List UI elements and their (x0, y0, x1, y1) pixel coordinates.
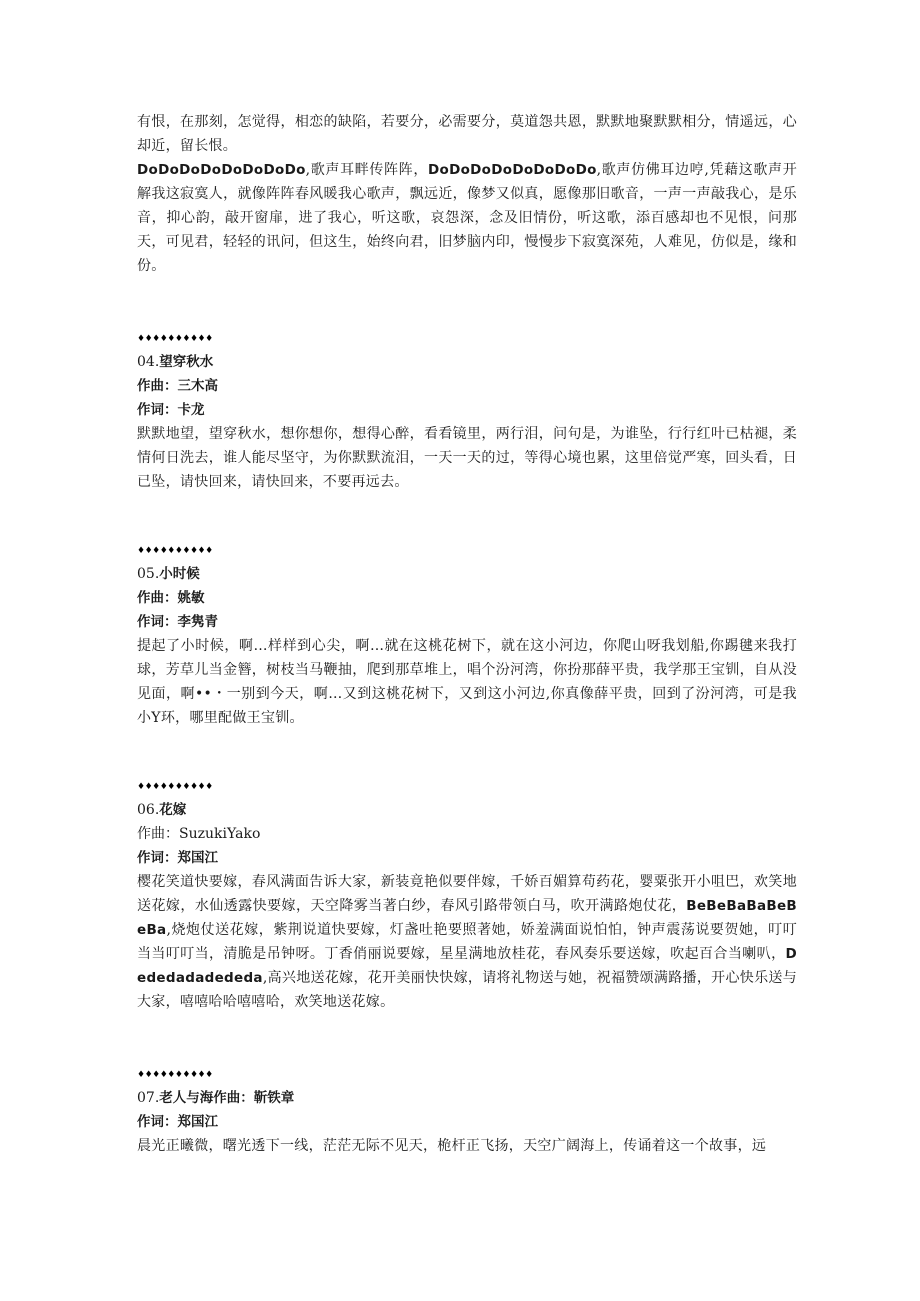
lyricist-name: 卡龙 (177, 402, 205, 418)
lyricist-label: 作词： (137, 402, 178, 418)
diamond-divider: ♦♦♦♦♦♦♦♦♦♦ (137, 334, 213, 344)
song-title-text: 小时候 (159, 566, 200, 582)
diamond-divider: ♦♦♦♦♦♦♦♦♦♦ (137, 782, 213, 792)
song-number: 07. (137, 1090, 160, 1106)
lyrics-paragraph: 晨光正曦微，曙光透下一线，茫茫无际不见天，桅杆正飞扬，天空广阔海上，传诵着这一个故事，远 (137, 1138, 767, 1154)
lyricist-name: 李隽青 (177, 614, 218, 630)
lyricist-name: 郑国江 (177, 1114, 218, 1130)
lyrics-paragraph: 默默地望，望穿秋水，想你想你，想得心醉，看看镜里，两行泪，问句是，为谁坠，行行红叶已枯褪，柔情何日洗去，谁人能尽坚守，为你默默流泪，一天一天的过，等得心境也累，这里倍觉严寒，回头看，日已坠，请快回来，请快回来，不要再远去。 (137, 426, 797, 490)
lyricist-label: 作词： (137, 1114, 178, 1130)
song-title-text: 花嫁 (159, 802, 187, 818)
diamond-divider: ♦♦♦♦♦♦♦♦♦♦ (137, 1070, 213, 1080)
lyrics-paragraph-intro (137, 110, 797, 158)
refrain-text: Dededadadededa (137, 946, 797, 986)
song-section-05 (137, 540, 797, 730)
song-title (137, 1086, 797, 1110)
lyricist-label: 作词： (137, 850, 178, 866)
lyrics-text: ,高兴地送花嫁，花开美丽快快嫁，请将礼物送与她，祝福赞颂满路播，开心快乐送与大家，嘻嘻哈哈嘻嘻哈，欢笑地送花嫁。 (137, 970, 797, 1010)
song-title-text: 老人与海作曲：靳铁章 (159, 1090, 295, 1106)
refrain-text: DoDoDoDoDoDoDoDo (137, 162, 306, 178)
composer-line (137, 374, 797, 398)
song-section-07 (137, 1064, 797, 1158)
song-section-04 (137, 328, 797, 494)
lyricist-label: 作词： (137, 614, 178, 630)
document-body (137, 110, 797, 1158)
song-section-06 (137, 776, 797, 1014)
lyrics-paragraph (137, 870, 797, 1014)
composer-label: 作曲： (137, 378, 178, 394)
composer-line (137, 822, 797, 846)
lyricist-line (137, 846, 797, 870)
lyricist-line (137, 1110, 797, 1134)
composer-label: 作曲： (137, 590, 178, 606)
song-title-text: 望穿秋水 (159, 354, 214, 370)
lyrics-text: ,歌声耳畔传阵阵， (305, 162, 428, 178)
lyricist-line (137, 398, 797, 422)
song-number: 04. (137, 354, 160, 370)
lyrics-text: ,歌声仿佛耳边哼,凭藉这歌声开解我这寂寞人，就像阵阵春风暖我心歌声，飘远近，像梦又似真，愿像那旧歌音，一声一声敲我心，是乐音，抑心韵，敲开窗扉，进了我心，听这歌，哀怨深，念及旧情份，听这歌，添百感却也不见恨，问那天，可见君，轻轻的讯问，但这生，始终向君，旧梦脑内印，慢慢步下寂寞深苑，人难见，仿似是，缘和份。 (137, 162, 798, 274)
lyricist-name: 郑国江 (177, 850, 218, 866)
composer-label: 作曲： (137, 826, 179, 842)
composer-name: SuzukiYako (179, 826, 261, 842)
lyrics-paragraph-intro-2 (137, 158, 797, 278)
song-number: 05. (137, 566, 160, 582)
lyrics-text: ,烧炮仗送花嫁，紫荆说道快要嫁，灯盏吐艳要照著她，娇羞满面说怕怕，钟声震荡说要贺她，叮叮当当叮叮当，清脆是吊钟呀。丁香俏丽说要嫁，星星满地放桂花，春风奏乐要送嫁，吹起百合当喇叭， (137, 922, 797, 962)
lyrics-text: 有恨，在那刻，怎觉得，相恋的缺陷，若要分，必需要分，莫道怨共恩，默默地聚默默相分，情遥远，心却近，留长恨。 (137, 114, 797, 154)
composer-name: 姚敏 (177, 590, 205, 606)
song-title (137, 562, 797, 586)
lyrics-paragraph: 提起了小时候，啊…样样到心尖，啊…就在这桃花树下，就在这小河边，你爬山呀我划船,你踢毽来我打球，芳草儿当金簪，树枝当马鞭抽，爬到那草堆上，唱个汾河湾，你扮那薛平贵，我学那王宝钏，自从没见面，啊••・一别到今天，啊…又到这桃花树下，又到这小河边,你真像薛平贵，回到了汾河湾，可是我小Y环，哪里配做王宝钏。 (137, 638, 797, 726)
song-title (137, 350, 797, 374)
composer-name: 三木高 (177, 378, 218, 394)
lyricist-line (137, 610, 797, 634)
refrain-text: BeBeBaBaBeBeBa (137, 898, 797, 938)
song-title (137, 798, 797, 822)
diamond-divider: ♦♦♦♦♦♦♦♦♦♦ (137, 546, 213, 556)
lyrics-text: 樱花笑道快要嫁，春风满面告诉大家，新装竟艳似要伴嫁，千娇百媚算苟药花，婴粟张开小咀巴，欢笑地送花嫁，水仙透露快要嫁，天空降雾当著白纱，春风引路带领白马，吹开满路炮仗花， (137, 874, 797, 914)
composer-line (137, 586, 797, 610)
refrain-text: DoDoDoDoDoDoDoDo (428, 162, 597, 178)
song-number: 06. (137, 802, 160, 818)
